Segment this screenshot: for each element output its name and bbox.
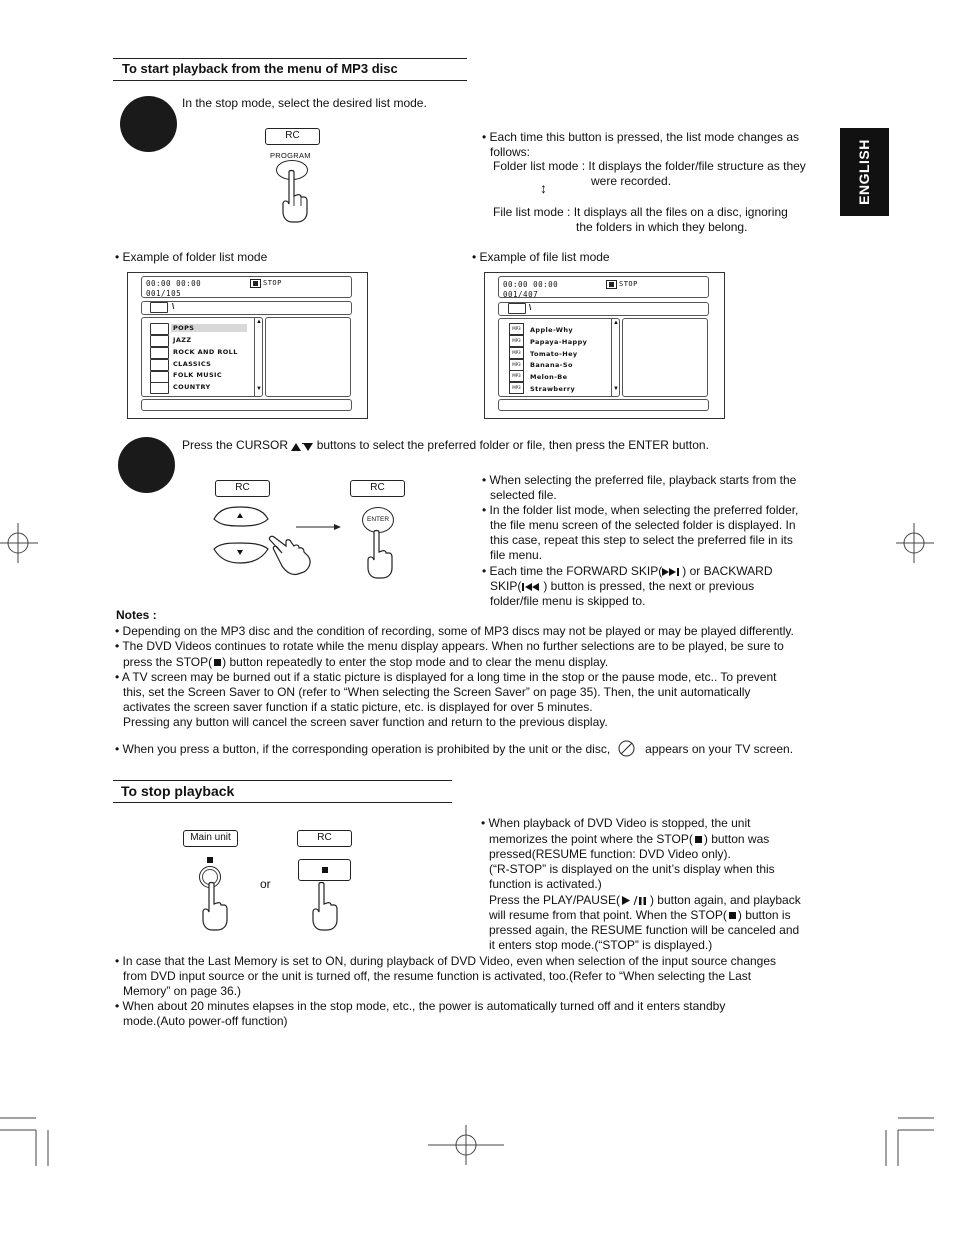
pressing-finger-icon <box>365 530 395 582</box>
step2-bullet-line: this case, repeat this step to select the preferred file in its <box>490 533 793 547</box>
step-1-instruction: In the stop mode, select the desired list mode. <box>182 96 427 110</box>
stop-desc-line <box>489 832 769 847</box>
folder-list-screen <box>127 272 368 419</box>
toggle-arrow-icon: ↕ <box>540 180 547 196</box>
step-2-instruction-a: Press the CURSOR <box>182 438 292 452</box>
step2-skip-line-2 <box>490 579 754 594</box>
path-label: \ <box>172 302 175 311</box>
stop-desc-line: pressed again, the RESUME function will be canceled and <box>489 923 800 937</box>
main-unit-label-box: Main unit <box>183 830 238 847</box>
bottom-note-line: from DVD input source or the unit is turned off, the resume function is activated, too.(Refer to “When selecting the Last <box>123 969 752 983</box>
file-item[interactable]: Strawberry <box>530 385 576 393</box>
stop-desc-line: (“R-STOP” is displayed on the unit’s display when this <box>489 862 775 876</box>
mp3-file-icon: MP3 <box>509 323 524 335</box>
stop-status: STOP <box>619 280 638 288</box>
note-stop-text-a: press the STOP( <box>123 655 213 669</box>
stop-desc-text-a: memorizes the point where the STOP( <box>489 832 693 846</box>
preview-pane <box>265 317 351 397</box>
pressing-finger-icon <box>310 882 340 934</box>
stop-square-icon <box>207 857 213 863</box>
stop-icon <box>250 279 261 288</box>
preview-pane <box>622 318 708 397</box>
note-stop-text-b: ) button repeatedly to enter the stop mode and to clear the menu display. <box>222 655 609 669</box>
status-bar <box>141 276 352 298</box>
note-prohibit-text-b: appears on your TV screen. <box>645 742 794 756</box>
folder-icon <box>150 302 168 313</box>
folder-item[interactable]: COUNTRY <box>173 383 211 391</box>
file-list-pane <box>498 318 620 397</box>
pressing-hand-icon <box>268 530 316 576</box>
bottom-bar <box>498 399 709 411</box>
folder-icon <box>150 359 169 371</box>
step2-bullet-line: the file menu screen of the selected folder is displayed. In <box>490 518 796 532</box>
stop-desc-text-c: Press the PLAY/PAUSE( <box>489 893 620 907</box>
stop-status: STOP <box>263 279 282 287</box>
step2-bullet-line: • When selecting the preferred file, playback starts from the <box>482 473 797 487</box>
or-label: or <box>260 877 271 891</box>
note-line: • A TV screen may be burned out if a static picture is displayed for a long time in the stop or the pause mode, etc.. To prevent <box>115 670 777 684</box>
play-pause-icon <box>620 895 650 906</box>
note-line: • The DVD Videos continues to rotate while the menu display appears. When no further selections are to be played, be sure to <box>115 639 784 653</box>
folder-item[interactable]: JAZZ <box>173 336 192 344</box>
stop-desc-line <box>489 908 791 923</box>
cursor-up-button[interactable] <box>212 505 272 527</box>
stop-icon <box>606 280 617 289</box>
status-bar <box>498 276 709 298</box>
path-bar <box>141 301 352 315</box>
registration-mark-right <box>896 520 936 566</box>
bottom-bar <box>141 399 352 411</box>
file-item[interactable]: Papaya-Happy <box>530 338 588 346</box>
stop-square-icon <box>693 834 704 844</box>
pressing-finger-icon <box>200 882 230 934</box>
step2-skip-text-c: SKIP( <box>490 579 522 593</box>
program-label: PROGRAM <box>270 151 311 160</box>
folder-mode-desc-cont: were recorded. <box>591 174 672 188</box>
file-example-caption: • Example of file list mode <box>472 250 610 264</box>
stop-desc-line: function is activated.) <box>489 877 602 891</box>
folder-icon <box>508 303 526 314</box>
bottom-note-line: Memory” on page 36.) <box>123 984 242 998</box>
stop-desc-text-b: ) button was <box>703 832 770 846</box>
language-tab <box>840 128 889 216</box>
path-label: \ <box>529 303 532 312</box>
list-mode-bullet-cont: follows: <box>490 145 531 159</box>
note-prohibit-line <box>115 736 793 757</box>
note-stop-line <box>123 655 608 670</box>
file-item[interactable]: Apple-Why <box>530 326 574 334</box>
scrollbar[interactable] <box>611 319 619 396</box>
prohibited-icon <box>618 740 635 757</box>
stop-desc-line: • When playback of DVD Video is stopped, the unit <box>481 816 751 830</box>
mp3-file-icon: MP3 <box>509 359 524 371</box>
rc-label-box-right: RC <box>350 480 405 497</box>
file-mode-desc-cont: the folders in which they belong. <box>576 220 748 234</box>
file-item[interactable]: Tomato-Hey <box>530 350 578 358</box>
scroll-up-icon[interactable]: ▲ <box>613 320 619 326</box>
track-count: 001/105 <box>146 289 182 298</box>
time-display: 00:00 00:00 <box>503 280 559 289</box>
step2-bullet-line: file menu. <box>490 548 543 562</box>
section-heading-stop: To stop playback <box>121 783 235 799</box>
note-line: this, set the Screen Saver to ON (refer to “When selecting the Screen Saver” on page 35). Then, the unit automatically <box>123 685 751 699</box>
mp3-file-icon: MP3 <box>509 335 524 347</box>
folder-icon <box>150 382 169 394</box>
folder-icon <box>150 335 169 347</box>
step-2-instruction <box>182 438 709 453</box>
stop-square-icon <box>212 657 222 667</box>
pressing-finger-icon <box>280 170 310 230</box>
step2-skip-text-a: • Each time the FORWARD SKIP( <box>482 564 663 578</box>
crop-mark-bottom-right <box>884 1110 944 1170</box>
note-prohibit-text-a: • When you press a button, if the corresponding operation is prohibited by the unit or the disc, <box>115 742 611 756</box>
registration-mark-bottom <box>428 1122 506 1168</box>
folder-item[interactable]: POPS <box>173 324 195 332</box>
heading-rule-top <box>113 58 467 59</box>
file-item[interactable]: Banana-So <box>530 361 573 369</box>
backward-skip-icon <box>521 582 543 592</box>
folder-icon <box>150 347 169 359</box>
stop-desc-line: pressed(RESUME function: DVD Video only). <box>489 847 731 861</box>
heading-rule-bottom <box>113 80 467 81</box>
file-item[interactable]: Melon-Be <box>530 373 568 381</box>
stop-desc-text-d: ) button again, and playback <box>649 893 801 907</box>
forward-skip-icon <box>662 567 682 577</box>
step2-bullet-line: • In the folder list mode, when selecting the preferred folder, <box>482 503 799 517</box>
arrow-right-icon <box>296 522 346 532</box>
folder-list-pane <box>141 317 263 397</box>
bottom-note-line: mode.(Auto power-off function) <box>123 1014 288 1028</box>
stop-desc-line: it enters stop mode.(“STOP” is displayed.) <box>489 938 713 952</box>
cursor-up-down-icon <box>291 441 313 452</box>
folder-icon <box>150 323 169 335</box>
path-bar <box>498 302 709 316</box>
scrollbar[interactable] <box>254 318 262 396</box>
heading-rule-top <box>113 780 452 781</box>
mp3-file-icon: MP3 <box>509 347 524 359</box>
step2-skip-text-b: ) or BACKWARD <box>682 564 773 578</box>
folder-item[interactable]: FOLK MUSIC <box>173 371 223 379</box>
file-list-screen <box>484 272 725 419</box>
cursor-down-button[interactable] <box>212 541 272 565</box>
folder-item[interactable]: CLASSICS <box>173 360 212 368</box>
folder-mode-desc: Folder list mode : It displays the folder/file structure as they <box>493 159 806 173</box>
step-2-instruction-b: buttons to select the preferred folder or file, then press the ENTER button. <box>313 438 709 452</box>
stop-desc-text-f: ) button is <box>737 908 791 922</box>
bottom-note-line: • In case that the Last Memory is set to ON, during playback of DVD Video, even when selection of the input source changes <box>115 954 777 968</box>
enter-button[interactable]: ENTER <box>362 507 394 533</box>
note-line: • Depending on the MP3 disc and the condition of recording, some of MP3 discs may not be played or may be played differently. <box>115 624 794 638</box>
crop-mark-bottom-left <box>0 1110 60 1170</box>
notes-title: Notes : <box>116 608 157 622</box>
rc-label-box-left: RC <box>215 480 270 497</box>
scroll-down-icon[interactable]: ▼ <box>256 386 262 392</box>
rc-label-box: RC <box>297 830 352 847</box>
note-line: activates the screen saver function if a static picture, etc. is displayed for over 5 minutes. <box>123 700 593 714</box>
mp3-file-icon: MP3 <box>509 370 524 382</box>
folder-example-caption: • Example of folder list mode <box>115 250 268 264</box>
scroll-up-icon[interactable]: ▲ <box>256 319 262 325</box>
language-tab-label: ENGLISH <box>856 139 872 205</box>
heading-rule-bottom <box>113 802 452 803</box>
stop-desc-text-e: will resume from that point. When the STOP( <box>489 908 727 922</box>
mp3-file-icon: MP3 <box>509 382 524 394</box>
file-mode-desc: File list mode : It displays all the files on a disc, ignoring <box>493 205 788 219</box>
rc-stop-button[interactable] <box>298 859 351 881</box>
step2-skip-line <box>482 564 772 579</box>
step2-bullet-line: folder/file menu is skipped to. <box>490 594 646 608</box>
rc-label-box: RC <box>265 128 320 145</box>
step2-bullet-line: selected file. <box>490 488 557 502</box>
registration-mark-left <box>0 520 40 566</box>
scroll-down-icon[interactable]: ▼ <box>613 386 619 392</box>
stop-desc-line <box>489 893 801 908</box>
stop-square-icon <box>322 867 328 873</box>
time-display: 00:00 00:00 <box>146 279 202 288</box>
folder-item[interactable]: ROCK AND ROLL <box>173 348 238 356</box>
step-1-marker <box>120 96 177 152</box>
stop-square-icon <box>727 910 738 920</box>
list-mode-bullet: • Each time this button is pressed, the list mode changes as <box>482 130 800 144</box>
step-2-marker <box>118 437 175 493</box>
section-heading-mp3: To start playback from the menu of MP3 disc <box>122 61 398 76</box>
step2-skip-text-d: ) button is pressed, the next or previous <box>543 579 755 593</box>
note-line: Pressing any button will cancel the screen saver function and return to the previous display. <box>123 715 608 729</box>
track-count: 001/407 <box>503 290 539 299</box>
bottom-note-line: • When about 20 minutes elapses in the stop mode, etc., the power is automatically turned off and it enters standby <box>115 999 726 1013</box>
